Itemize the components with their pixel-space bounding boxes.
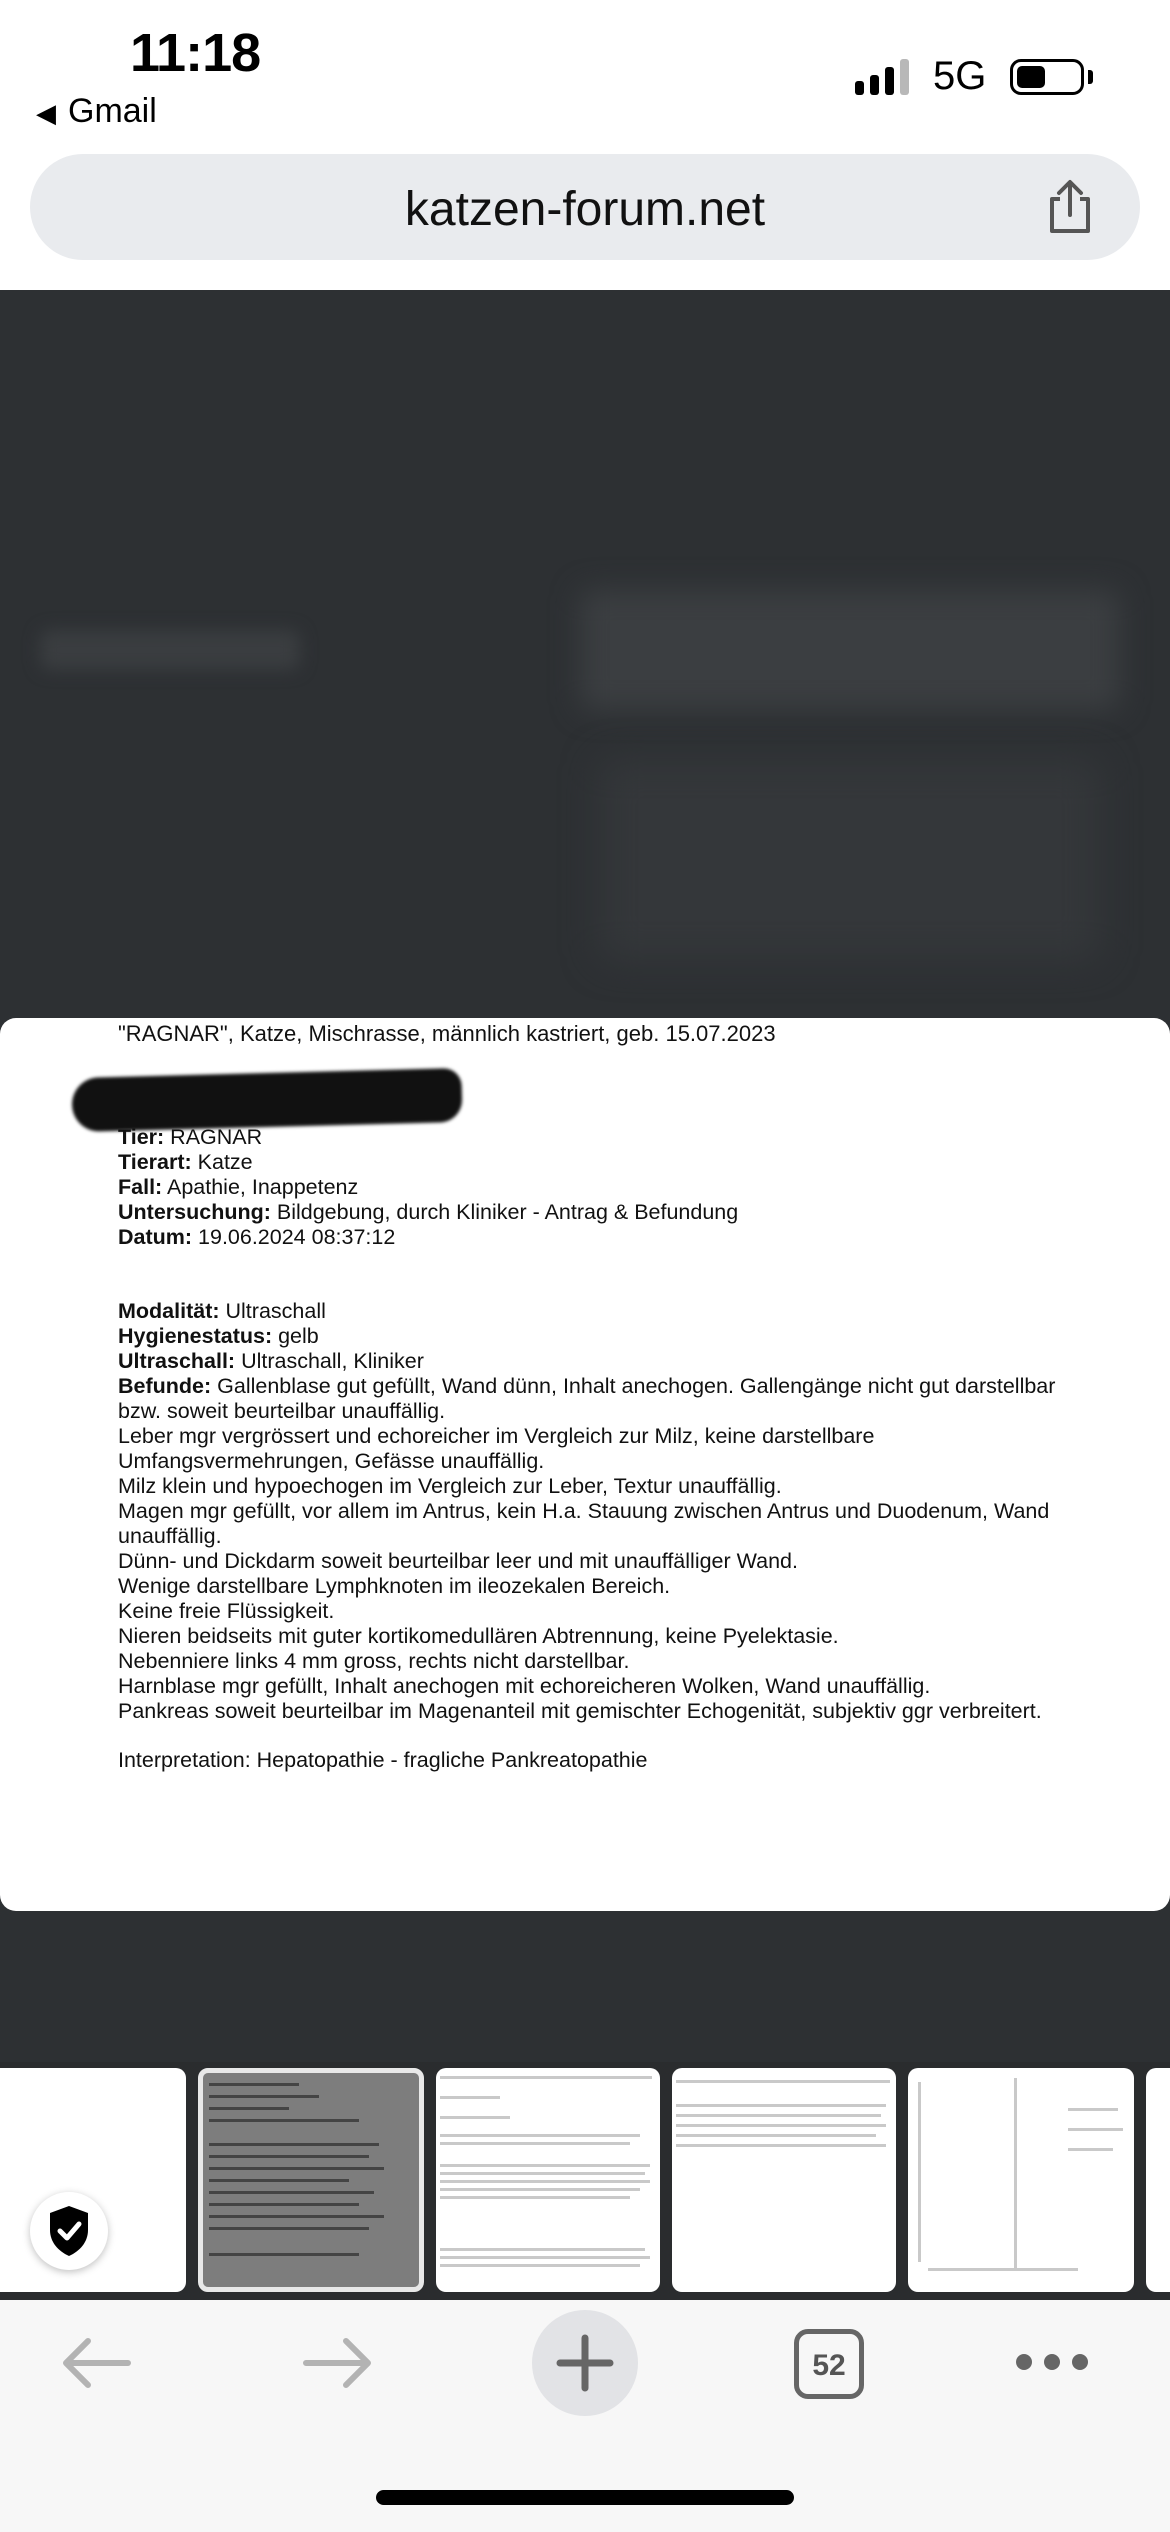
finding-line: Harnblase mgr gefüllt, Inhalt anechogen mit echoreicheren Wolken, Wand unauffällig. bbox=[118, 1674, 931, 1698]
address-bar[interactable] bbox=[30, 154, 1140, 260]
thumbnail[interactable] bbox=[908, 2068, 1134, 2292]
image-thumbnail-strip[interactable] bbox=[0, 2062, 1170, 2300]
thumbnail[interactable] bbox=[436, 2068, 660, 2292]
finding-line: Magen mgr gefüllt, vor allem im Antrus, kein H.a. Stauung zwischen Antrus und Duodenum, Wand bbox=[118, 1499, 1050, 1523]
finding-line: Milz klein und hypoechogen im Vergleich zur Leber, Textur unauffällig. bbox=[118, 1474, 782, 1498]
finding-line: bzw. soweit beurteilbar unauffällig. bbox=[118, 1399, 446, 1423]
report-image[interactable] bbox=[0, 1018, 1170, 1911]
image-viewer-backdrop bbox=[0, 290, 1170, 2062]
url-text: katzen-forum.net bbox=[404, 183, 766, 236]
status-time: 11:18 bbox=[130, 23, 261, 83]
security-badge-icon[interactable] bbox=[30, 2192, 108, 2270]
blurred-background-block bbox=[580, 590, 1120, 710]
network-type: 5G bbox=[933, 54, 987, 98]
back-app-label: Gmail bbox=[68, 92, 157, 130]
field-row: Tierart: Katze bbox=[118, 1150, 253, 1174]
exam-row: Modalität: Ultraschall bbox=[118, 1299, 326, 1323]
battery-tip bbox=[1088, 70, 1093, 84]
finding-line: Keine freie Flüssigkeit. bbox=[118, 1599, 335, 1623]
exam-row: Hygienestatus: gelb bbox=[118, 1324, 319, 1348]
finding-line: Leber mgr vergrössert und echoreicher im Vergleich zur Milz, keine darstellbare bbox=[118, 1424, 875, 1448]
thumbnail-current[interactable] bbox=[198, 2068, 424, 2292]
thumbnail[interactable] bbox=[1146, 2068, 1170, 2292]
finding-line: unauffällig. bbox=[118, 1524, 222, 1548]
back-to-app-link[interactable] bbox=[36, 92, 157, 131]
field-row: Untersuchung: Bildgebung, durch Kliniker - Antrag & Befundung bbox=[118, 1200, 739, 1224]
cellular-signal-icon bbox=[855, 57, 909, 95]
home-indicator bbox=[376, 2490, 794, 2505]
back-triangle-icon: ◀ bbox=[36, 98, 56, 128]
battery-icon bbox=[1010, 59, 1084, 95]
blurred-background-block bbox=[40, 630, 300, 670]
report-header: "RAGNAR", Katze, Mischrasse, männlich kastriert, geb. 15.07.2023 bbox=[118, 1021, 776, 1046]
exam-row: Befunde: Gallenblase gut gefüllt, Wand dünn, Inhalt anechogen. Gallengänge nicht gut darstellbar bbox=[118, 1374, 1056, 1398]
exam-row: Ultraschall: Ultraschall, Kliniker bbox=[118, 1349, 424, 1373]
field-row: Tier: RAGNAR bbox=[118, 1125, 263, 1149]
finding-line: Nebenniere links 4 mm gross, rechts nicht darstellbar. bbox=[118, 1649, 630, 1673]
finding-line: Pankreas soweit beurteilbar im Magenanteil mit gemischter Echogenität, subjektiv ggr verbreitert. bbox=[118, 1699, 1042, 1723]
redaction-mark bbox=[71, 1068, 462, 1132]
interpretation-line: Interpretation: Hepatopathie - fragliche Pankreatopathie bbox=[118, 1748, 648, 1772]
tab-count: 52 bbox=[812, 2349, 846, 2382]
plus-icon bbox=[532, 2310, 638, 2416]
tab-switcher-button[interactable] bbox=[794, 2329, 864, 2399]
more-menu-icon[interactable] bbox=[1016, 2354, 1088, 2370]
blurred-background-block bbox=[600, 760, 1100, 960]
finding-line: Nieren beidseits mit guter kortikomedullären Abtrennung, keine Pyelektasie. bbox=[118, 1624, 839, 1648]
field-row: Fall: Apathie, Inappetenz bbox=[118, 1175, 359, 1199]
finding-line: Dünn- und Dickdarm soweit beurteilbar leer und mit unauffälliger Wand. bbox=[118, 1549, 798, 1573]
share-icon[interactable] bbox=[1040, 177, 1100, 237]
field-row: Datum: 19.06.2024 08:37:12 bbox=[118, 1225, 396, 1249]
new-tab-button[interactable] bbox=[532, 2310, 638, 2416]
finding-line: Umfangsvermehrungen, Gefässe unauffällig. bbox=[118, 1449, 545, 1473]
forward-arrow-icon[interactable] bbox=[300, 2335, 376, 2391]
back-arrow-icon[interactable] bbox=[58, 2335, 134, 2391]
finding-line: Wenige darstellbare Lymphknoten im ileozekalen Bereich. bbox=[118, 1574, 671, 1598]
thumbnail[interactable] bbox=[672, 2068, 896, 2292]
